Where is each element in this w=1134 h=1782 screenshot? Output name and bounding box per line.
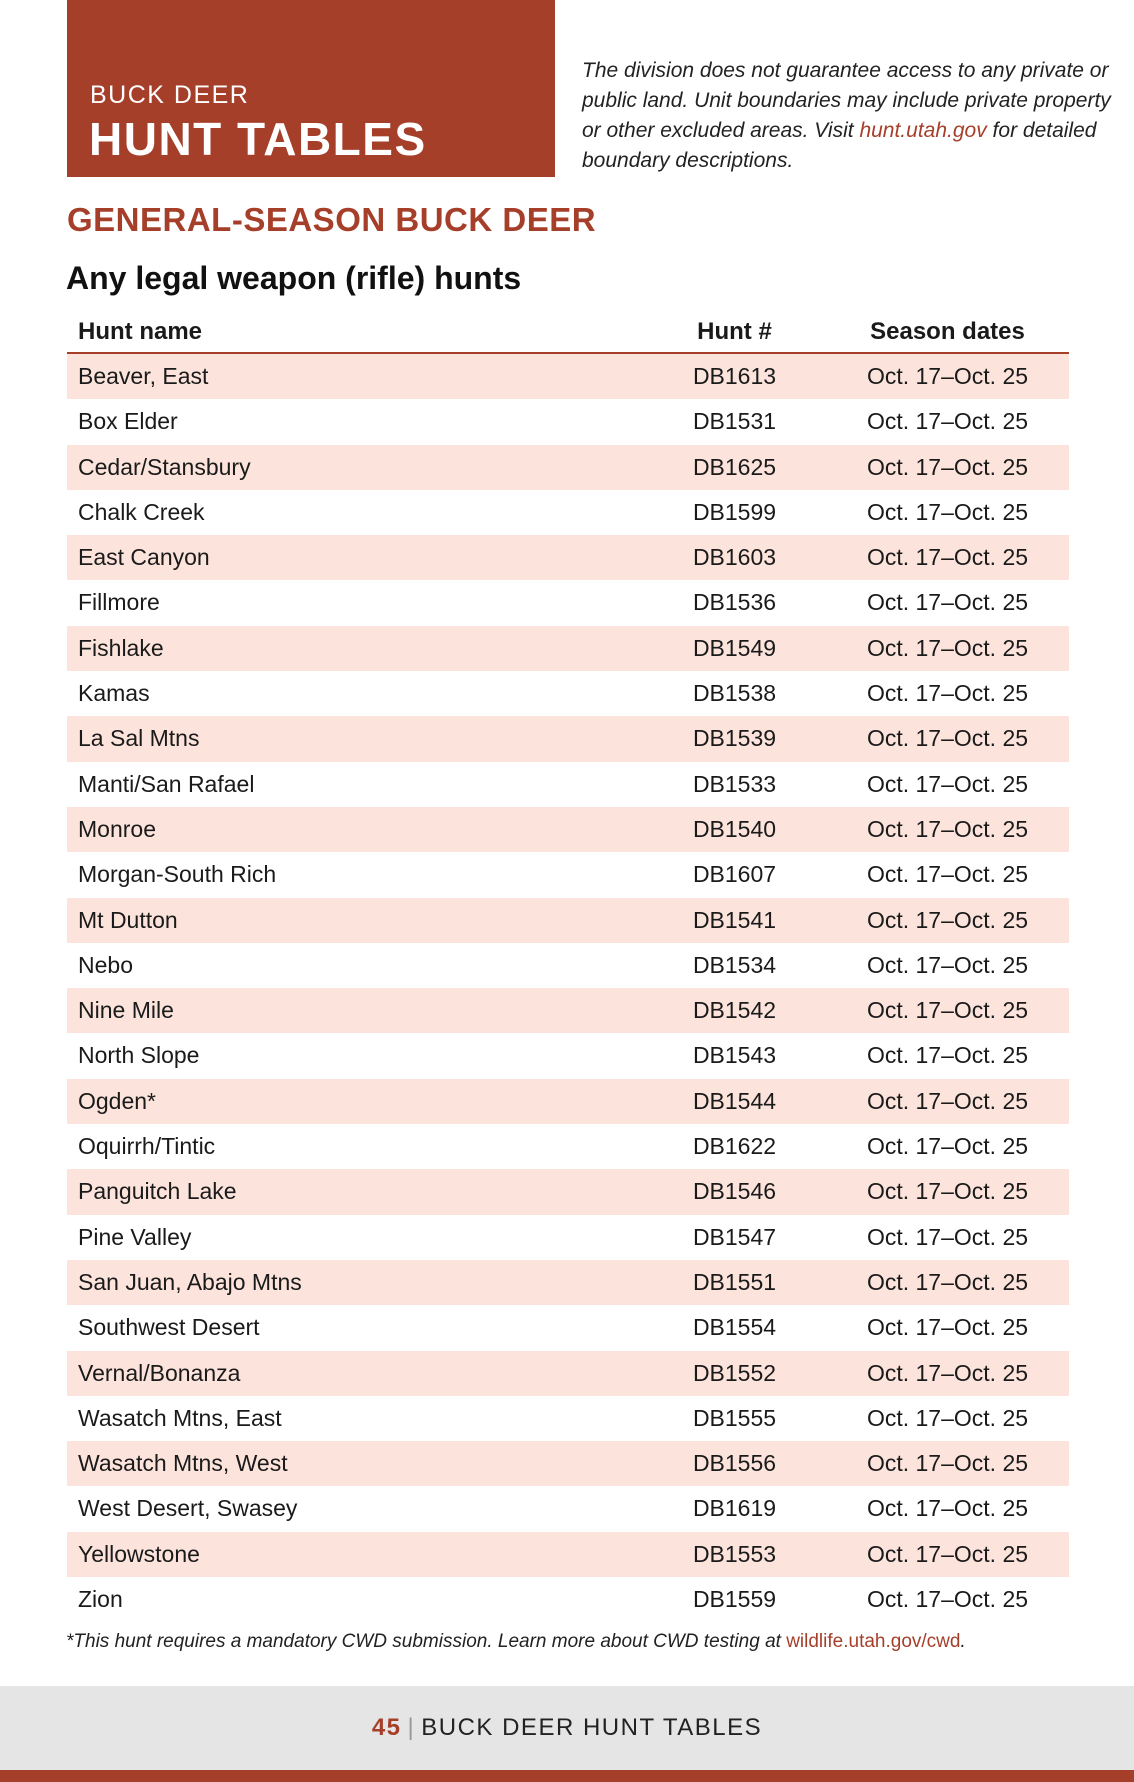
season-dates-cell: Oct. 17–Oct. 25 [866, 725, 1029, 752]
hunt-number-cell: DB1544 [692, 1087, 777, 1114]
season-dates-cell: Oct. 17–Oct. 25 [866, 906, 1029, 933]
hunt-name-cell: Wasatch Mtns, East [78, 1404, 282, 1431]
season-dates-cell: Oct. 17–Oct. 25 [866, 589, 1029, 616]
table-row [67, 1169, 1069, 1214]
header-season-dates: Season dates [870, 318, 1025, 345]
hunt-number-cell: DB1559 [692, 1586, 777, 1613]
cwd-footnote [66, 1631, 966, 1653]
season-dates-cell: Oct. 17–Oct. 25 [866, 997, 1029, 1024]
hunt-name-cell: Pine Valley [78, 1223, 192, 1250]
season-dates-cell: Oct. 17–Oct. 25 [866, 1223, 1029, 1250]
table-header [67, 308, 1069, 354]
hunt-number-cell: DB1603 [692, 544, 777, 571]
season-dates-cell: Oct. 17–Oct. 25 [866, 1178, 1029, 1205]
season-dates-cell: Oct. 17–Oct. 25 [866, 680, 1029, 707]
hunt-name-cell: East Canyon [78, 544, 210, 571]
season-dates-cell: Oct. 17–Oct. 25 [866, 951, 1029, 978]
season-dates-cell: Oct. 17–Oct. 25 [866, 1042, 1029, 1069]
season-dates-cell: Oct. 17–Oct. 25 [866, 363, 1029, 389]
table-row [67, 988, 1069, 1033]
footer-label: BUCK DEER HUNT TABLES [421, 1714, 763, 1741]
title-kicker: BUCK DEER [90, 81, 250, 109]
table-row [67, 1486, 1069, 1531]
table-row [67, 943, 1069, 988]
hunt-number-cell: DB1599 [692, 498, 777, 525]
hunt-number-cell: DB1536 [692, 589, 777, 616]
hunt-number-cell: DB1613 [692, 363, 777, 389]
footer-separator: | [407, 1714, 416, 1741]
hunt-number-cell: DB1552 [692, 1359, 777, 1386]
season-dates-cell: Oct. 17–Oct. 25 [866, 1133, 1029, 1160]
hunt-name-cell: Nebo [78, 951, 133, 978]
hunt-number-cell: DB1551 [692, 1268, 777, 1295]
hunt-number-cell: DB1556 [692, 1450, 777, 1477]
season-dates-cell: Oct. 17–Oct. 25 [866, 1087, 1029, 1114]
table-row [67, 898, 1069, 943]
hunt-name-cell: Wasatch Mtns, West [78, 1450, 288, 1477]
table-row [67, 1441, 1069, 1486]
hunt-name-cell: San Juan, Abajo Mtns [78, 1268, 302, 1295]
header-hunt-number: Hunt # [697, 318, 772, 345]
title-block [67, 0, 555, 177]
table-row [67, 490, 1069, 535]
table-row [67, 807, 1069, 852]
access-disclaimer [582, 56, 1112, 176]
hunt-number-cell: DB1547 [692, 1223, 777, 1250]
table-row [67, 1532, 1069, 1577]
table-row [67, 445, 1069, 490]
table-row [67, 1033, 1069, 1078]
table-row [67, 626, 1069, 671]
table-row [67, 535, 1069, 580]
season-dates-cell: Oct. 17–Oct. 25 [866, 498, 1029, 525]
hunt-name-cell: Southwest Desert [78, 1314, 260, 1341]
hunt-number-cell: DB1540 [692, 815, 777, 842]
footnote-tail: . [960, 1631, 966, 1652]
table-row [67, 1351, 1069, 1396]
hunt-number-cell: DB1538 [692, 680, 777, 707]
hunt-number-cell: DB1541 [692, 906, 777, 933]
hunt-name-cell: Beaver, East [78, 363, 209, 389]
hunt-name-cell: Fishlake [78, 634, 164, 661]
hunt-number-cell: DB1546 [692, 1178, 777, 1205]
hunt-number-cell: DB1533 [692, 770, 777, 797]
hunt-number-cell: DB1555 [692, 1404, 777, 1431]
hunt-utah-link[interactable]: hunt.utah.gov [859, 119, 987, 142]
hunt-name-cell: Box Elder [78, 408, 178, 435]
table-row [67, 354, 1069, 399]
table-row [67, 762, 1069, 807]
table-row [67, 1260, 1069, 1305]
hunt-name-cell: Mt Dutton [78, 906, 178, 933]
hunt-name-cell: Yellowstone [78, 1540, 200, 1567]
hunt-name-cell: Panguitch Lake [78, 1178, 237, 1205]
page-title: HUNT TABLES [89, 113, 427, 165]
footnote-text: *This hunt requires a mandatory CWD submission. Learn more about CWD testing at [66, 1631, 787, 1652]
hunt-number-cell: DB1534 [692, 951, 777, 978]
hunt-number-cell: DB1549 [692, 634, 777, 661]
season-dates-cell: Oct. 17–Oct. 25 [866, 1314, 1029, 1341]
season-dates-cell: Oct. 17–Oct. 25 [866, 453, 1029, 480]
table-row [67, 671, 1069, 716]
table-row [67, 716, 1069, 761]
hunt-name-cell: Vernal/Bonanza [78, 1359, 241, 1386]
hunt-name-cell: North Slope [78, 1042, 200, 1069]
bottom-accent-bar [0, 1770, 1134, 1782]
hunt-name-cell: Nine Mile [78, 997, 174, 1024]
hunt-number-cell: DB1607 [692, 861, 777, 888]
hunt-number-cell: DB1622 [692, 1133, 777, 1160]
header-hunt-name: Hunt name [78, 318, 203, 345]
hunt-number-cell: DB1553 [692, 1540, 777, 1567]
hunt-number-cell: DB1554 [692, 1314, 777, 1341]
table-row [67, 1577, 1069, 1622]
hunt-name-cell: Monroe [78, 815, 156, 842]
hunt-name-cell: Ogden* [78, 1087, 157, 1114]
hunt-name-cell: La Sal Mtns [78, 725, 200, 752]
season-dates-cell: Oct. 17–Oct. 25 [866, 1540, 1029, 1567]
page-footer [0, 1686, 1134, 1770]
footer-text [0, 1686, 1134, 1770]
season-dates-cell: Oct. 17–Oct. 25 [866, 1268, 1029, 1295]
cwd-link[interactable]: wildlife.utah.gov/cwd [786, 1631, 961, 1652]
table-row [67, 1124, 1069, 1169]
table-body [67, 354, 1069, 1622]
table-row [67, 580, 1069, 625]
hunt-name-cell: Chalk Creek [78, 498, 205, 525]
hunt-number-cell: DB1619 [692, 1495, 777, 1522]
hunt-number-cell: DB1625 [692, 453, 777, 480]
season-dates-cell: Oct. 17–Oct. 25 [866, 1586, 1029, 1613]
subsection-title: Any legal weapon (rifle) hunts [66, 260, 522, 296]
hunt-name-cell: West Desert, Swasey [78, 1495, 298, 1522]
table-row [67, 1305, 1069, 1350]
season-dates-cell: Oct. 17–Oct. 25 [866, 1495, 1029, 1522]
hunt-name-cell: Zion [78, 1586, 123, 1613]
season-dates-cell: Oct. 17–Oct. 25 [866, 1404, 1029, 1431]
hunt-name-cell: Cedar/Stansbury [78, 453, 251, 480]
hunt-table [67, 308, 1069, 1622]
table-row [67, 399, 1069, 444]
season-dates-cell: Oct. 17–Oct. 25 [866, 1359, 1029, 1386]
section-title: GENERAL-SEASON BUCK DEER [67, 201, 597, 238]
disclaimer-tail: for detailed boundary descriptions. [582, 119, 1097, 172]
disclaimer-text: The division does not guarantee access to any private or public land. Unit boundaries may include private property or other excluded areas. Visit [582, 59, 1111, 142]
hunt-name-cell: Kamas [78, 680, 150, 707]
hunt-number-cell: DB1531 [692, 408, 777, 435]
table-row [67, 1396, 1069, 1441]
season-dates-cell: Oct. 17–Oct. 25 [866, 408, 1029, 435]
hunt-name-cell: Manti/San Rafael [78, 770, 255, 797]
page-number: 45 [371, 1714, 402, 1741]
season-dates-cell: Oct. 17–Oct. 25 [866, 634, 1029, 661]
hunt-number-cell: DB1543 [692, 1042, 777, 1069]
hunt-number-cell: DB1542 [692, 997, 777, 1024]
hunt-name-cell: Oquirrh/Tintic [78, 1133, 216, 1160]
table-row [67, 1079, 1069, 1124]
table-row [67, 1215, 1069, 1260]
hunt-name-cell: Fillmore [78, 589, 160, 616]
season-dates-cell: Oct. 17–Oct. 25 [866, 861, 1029, 888]
season-dates-cell: Oct. 17–Oct. 25 [866, 770, 1029, 797]
season-dates-cell: Oct. 17–Oct. 25 [866, 544, 1029, 571]
season-dates-cell: Oct. 17–Oct. 25 [866, 815, 1029, 842]
hunt-number-cell: DB1539 [692, 725, 777, 752]
table-row [67, 852, 1069, 897]
season-dates-cell: Oct. 17–Oct. 25 [866, 1450, 1029, 1477]
hunt-name-cell: Morgan-South Rich [78, 861, 277, 888]
